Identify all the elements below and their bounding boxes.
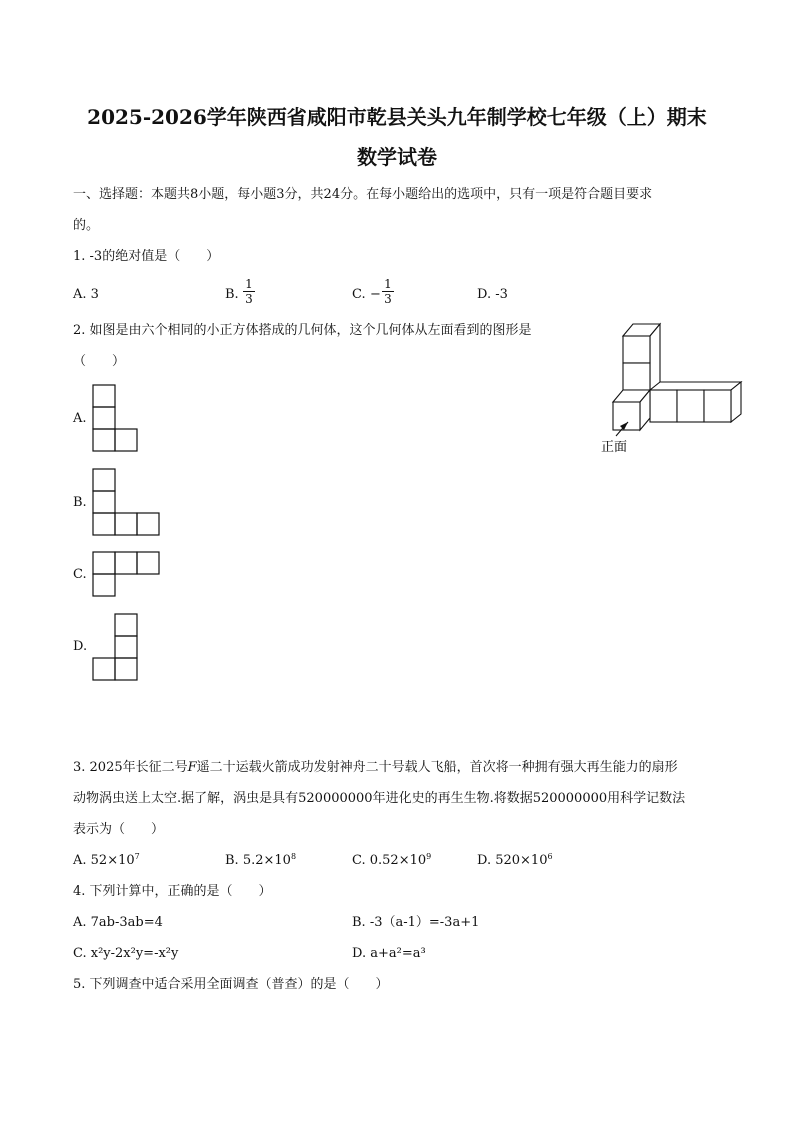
q3-stem-italic-f: F: [187, 760, 197, 775]
q3-option-c: [352, 853, 431, 869]
q2-cube-figure: [596, 318, 756, 468]
q4-option-d: D. a+a²=a³: [352, 946, 426, 961]
q3-stem-line1: [73, 760, 678, 776]
q2-stem-line2: （ ）: [73, 354, 126, 369]
q1-option-b-fraction: [243, 278, 255, 305]
exam-title-line2: 数学试卷: [357, 145, 437, 169]
q2-stem-line1: 2. 如图是由六个相同的小正方体搭成的几何体，这个几何体从左面看到的图形是: [73, 323, 532, 338]
q3-option-a: [73, 853, 140, 869]
fraction-numerator: 1: [384, 277, 392, 291]
q3-option-d: [477, 853, 553, 869]
q1-option-a: A. 3: [73, 287, 99, 302]
q3-option-c-base: C. 0.52×10: [352, 853, 427, 868]
q2-option-c-label: C.: [73, 567, 87, 582]
q1-stem: 1. -3的绝对值是（ ）: [73, 249, 220, 264]
q2-option-c-figure: [92, 551, 160, 597]
q2-option-d-figure: [92, 613, 138, 681]
q5-stem: 5. 下列调查中适合采用全面调查（普查）的是（ ）: [73, 977, 389, 992]
q4-option-a: A. 7ab-3ab=4: [73, 915, 163, 930]
fraction-denominator: 3: [384, 292, 392, 306]
q2-option-b-figure: [92, 468, 160, 536]
q4-stem: 4. 下列计算中，正确的是（ ）: [73, 884, 272, 899]
q2-option-b-label: B.: [73, 495, 87, 510]
exam-title-line1: 2025-2026学年陕西省咸阳市乾县关头九年制学校七年级（上）期末: [87, 105, 707, 129]
q3-option-d-base: D. 520×10: [477, 853, 548, 868]
q1-option-c-fraction: [382, 278, 394, 305]
section-instructions-line2: 的。: [73, 218, 100, 233]
q3-stem-line3: 表示为（ ）: [73, 822, 165, 837]
q4-option-c: C. x²y-2x²y=-x²y: [73, 946, 179, 961]
fraction-numerator: 1: [245, 277, 253, 291]
q3-stem-part2: 遥二十运载火箭成功发射神舟二十号载人飞船，首次将一种拥有强大再生能力的扇形: [196, 760, 678, 775]
q3-option-a-exponent: 7: [134, 852, 140, 861]
q3-option-b: [225, 853, 296, 869]
q1-option-d: D. -3: [477, 287, 508, 302]
q3-stem-part1: 3. 2025年长征二号: [73, 760, 188, 775]
q3-stem-line2: 动物涡虫送上太空.据了解，涡虫是具有520000000年进化史的再生生物.将数据520000000用科学记数法: [73, 791, 686, 806]
q2-option-d-label: D.: [73, 639, 88, 654]
q1-option-c-label: C.: [352, 287, 366, 302]
q3-option-b-base: B. 5.2×10: [225, 853, 291, 868]
section-instructions-line1: 一、选择题：本题共8小题，每小题3分，共24分。在每小题给出的选项中，只有一项是符合题目要求: [73, 187, 653, 202]
q2-option-a-figure: [92, 384, 138, 452]
q3-option-b-exponent: 8: [290, 852, 297, 861]
q3-option-c-exponent: 9: [426, 852, 432, 861]
q1-option-c-sign: −: [370, 287, 381, 302]
q4-option-b: B. -3（a-1）=-3a+1: [352, 915, 480, 930]
fraction-denominator: 3: [245, 292, 253, 306]
q2-option-a-label: A.: [73, 411, 87, 426]
q1-option-b-label: B.: [225, 287, 239, 302]
q3-option-a-base: A. 52×10: [73, 853, 135, 868]
q2-figure-front-label: 正面: [601, 440, 628, 455]
q3-option-d-exponent: 6: [547, 852, 553, 861]
